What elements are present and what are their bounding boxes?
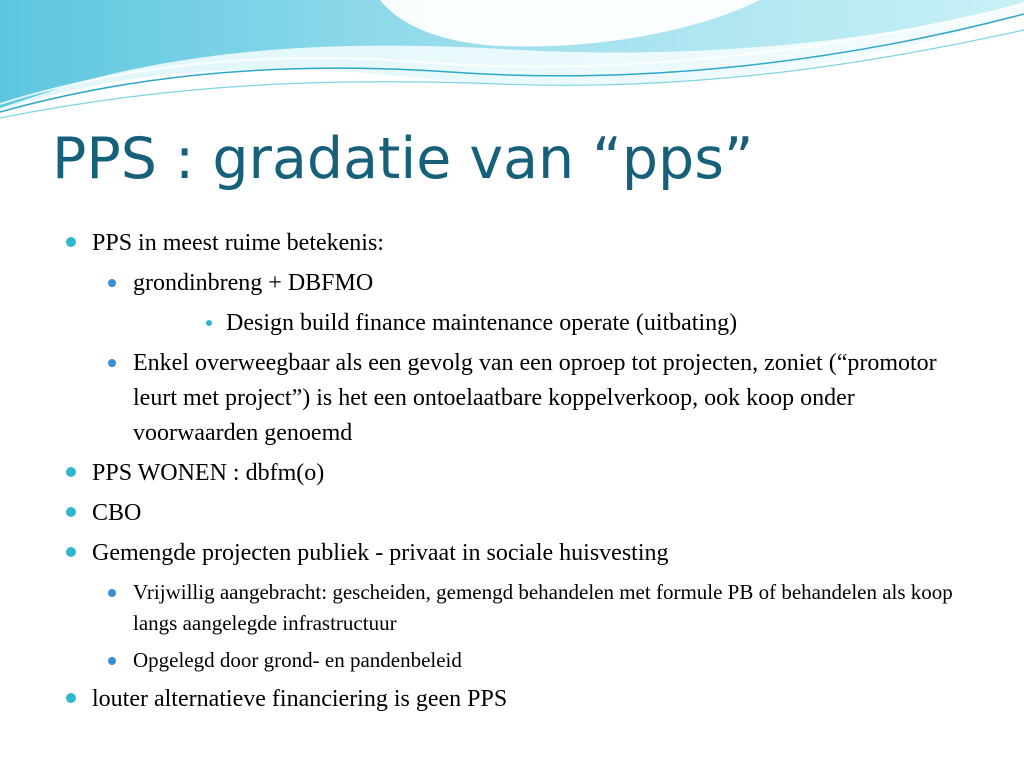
bullet-text: CBO <box>92 500 142 526</box>
bullet-text: louter alternatieve financiering is geen PPS <box>92 686 508 712</box>
bullet-dot-icon <box>108 359 116 367</box>
bullet-text: grondinbreng + DBFMO <box>133 270 374 296</box>
bullet-item <box>133 577 953 639</box>
bullet-item <box>92 682 972 716</box>
bullet-item <box>133 266 973 300</box>
header-wave-decoration <box>0 0 1024 130</box>
bullet-dot-icon <box>66 547 76 557</box>
slide-title: PPS : gradatie van “pps” <box>52 126 754 192</box>
bullet-dot-icon <box>66 237 76 247</box>
bullet-dot-icon <box>108 279 116 287</box>
bullet-dot-icon <box>66 467 76 477</box>
bullet-item <box>133 346 943 451</box>
bullet-text: Design build finance maintenance operate (uitbating) <box>226 310 738 336</box>
bullet-text: PPS in meest ruime betekenis: <box>92 230 384 256</box>
bullet-text: Gemengde projecten publiek - privaat in sociale huisvesting <box>92 540 669 566</box>
bullet-item <box>92 496 972 530</box>
bullet-dot-icon <box>108 589 116 597</box>
bullet-text: PPS WONEN : dbfm(o) <box>92 460 325 486</box>
bullet-item <box>226 306 986 340</box>
bullet-text: Opgelegd door grond- en pandenbeleid <box>133 648 462 672</box>
bullet-item <box>92 226 972 260</box>
bullet-dot-icon <box>66 507 76 517</box>
bullet-item <box>92 536 972 570</box>
bullet-item <box>133 645 953 676</box>
bullet-text: Enkel overweegbaar als een gevolg van een oproep tot projecten, zoniet (“promotor leurt met project”) is het een ontoelaatbare koppelverkoop, ook koop onder voorwaarden genoemd <box>133 350 937 446</box>
bullet-dot-icon <box>206 320 212 326</box>
bullet-item <box>92 456 972 490</box>
bullet-dot-icon <box>66 693 76 703</box>
bullet-text: Vrijwillig aangebracht: gescheiden, gemengd behandelen met formule PB of behandelen als koop langs aangelegde infrastructuur <box>133 580 953 635</box>
bullet-dot-icon <box>108 657 116 665</box>
